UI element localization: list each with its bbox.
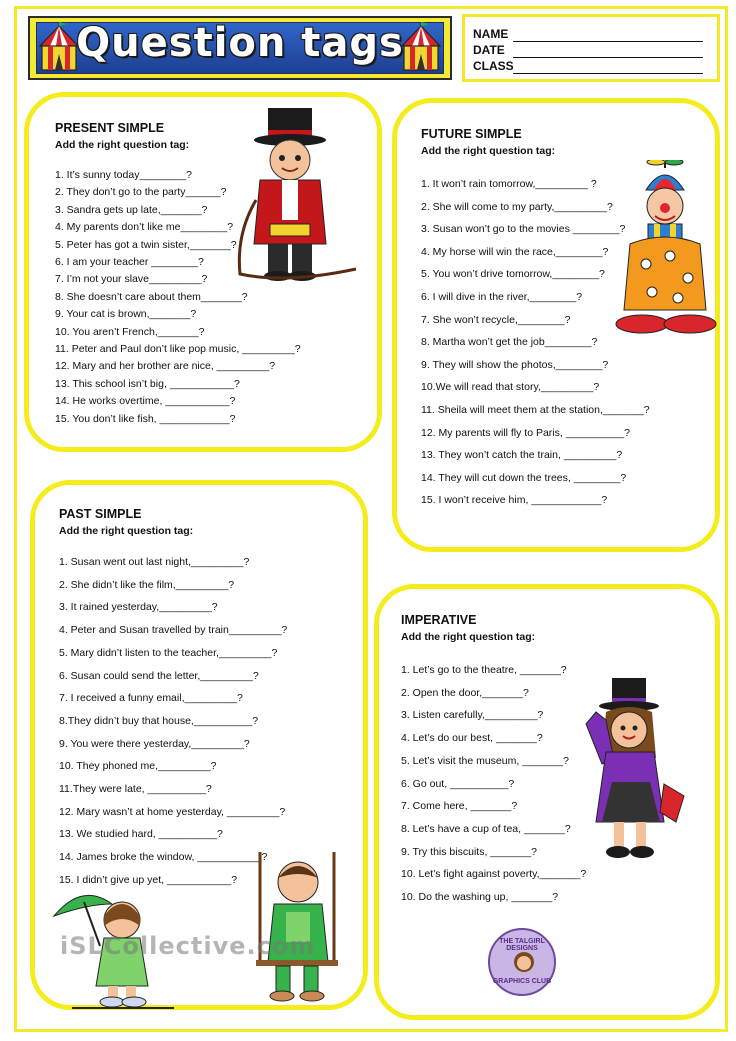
question-item[interactable]: 13. We studied hard, __________? [59, 828, 223, 841]
question-item[interactable]: 2. She didn’t like the film,_________? [59, 578, 235, 591]
name-field[interactable] [513, 41, 703, 42]
section-instruction: Add the right question tag: [401, 631, 536, 643]
question-item[interactable]: 7. Come here, _______? [401, 800, 518, 813]
graphics-club-logo: THE TALGIRL DESIGNS GRAPHICS CLUB [488, 928, 556, 996]
question-item[interactable]: 6. Susan could send the letter,_________? [59, 669, 259, 682]
question-item[interactable]: 15. You don’t like fish, ____________? [55, 412, 236, 425]
clown-illustration [608, 160, 722, 338]
title-banner [28, 16, 452, 80]
ringmaster-illustration [226, 104, 366, 284]
question-item[interactable]: 15. I didn’t give up yet, ___________? [59, 873, 238, 886]
question-item[interactable]: 9. They will show the photos,________? [421, 358, 609, 371]
question-item[interactable]: 2. They don’t go to the party______? [55, 186, 227, 199]
question-item[interactable]: 2. She will come to my party,_________? [421, 200, 613, 213]
question-item[interactable]: 3. Susan won’t go to the movies ________? [421, 223, 626, 236]
question-item[interactable]: 3. Sandra gets up late,_______? [55, 203, 208, 216]
watermark: iSLCollective.com [60, 932, 316, 960]
question-item[interactable]: 9. Try this biscuits, _______? [401, 845, 537, 858]
class-field[interactable] [513, 73, 703, 74]
question-item[interactable]: 7. I received a funny email,_________? [59, 692, 243, 705]
question-item[interactable]: 4. Let’s do our best, _______? [401, 732, 543, 745]
question-item[interactable]: 11. Peter and Paul don’t like pop music, _________? [55, 343, 301, 356]
question-item[interactable]: 3. Listen carefully,_________? [401, 709, 544, 722]
section-instruction: Add the right question tag: [55, 139, 190, 151]
question-item[interactable]: 6. I will dive in the river,________? [421, 290, 583, 303]
section-title: PRESENT SIMPLE [55, 121, 165, 135]
question-item[interactable]: 5. Let’s visit the museum, _______? [401, 754, 569, 767]
question-item[interactable]: 12. Mary and her brother are nice, _________? [55, 360, 276, 373]
section-title: PAST SIMPLE [59, 507, 142, 521]
question-item[interactable]: 6. Go out, __________? [401, 777, 515, 790]
question-item[interactable]: 10. You aren’t French,_______? [55, 325, 205, 338]
question-item[interactable]: 4. My parents don’t like me________? [55, 221, 234, 234]
question-item[interactable]: 4. My horse will win the race,________? [421, 245, 609, 258]
page-title: Question tags [76, 20, 404, 66]
question-item[interactable]: 1. Let’s go to the theatre, _______? [401, 664, 567, 676]
question-item[interactable]: 12. Mary wasn’t at home yesterday, _________? [59, 805, 286, 818]
question-item[interactable]: 13. This school isn’t big, ___________? [55, 377, 240, 390]
boy-on-swing-illustration [246, 852, 350, 1004]
name-label: NAME [473, 27, 509, 41]
question-item[interactable]: 5. You won’t drive tomorrow,________? [421, 268, 605, 281]
circus-tent-icon [398, 22, 444, 74]
question-item[interactable]: 15. I won’t receive him, ____________? [421, 494, 608, 507]
magician-girl-illustration [584, 672, 706, 868]
question-item[interactable]: 10. They phoned me,_________? [59, 760, 217, 773]
question-item[interactable]: 7. She won’t recycle,________? [421, 313, 571, 326]
question-item[interactable]: 10.We will read that story,_________? [421, 381, 600, 394]
question-item[interactable]: 2. Open the door,_______? [401, 686, 529, 699]
class-label: CLASS [473, 59, 514, 73]
question-item[interactable]: 1. Susan went out last night,_________? [59, 556, 250, 568]
question-item[interactable]: 10. Let’s fight against poverty,_______? [401, 868, 587, 881]
girl-face-icon [512, 950, 536, 974]
question-item[interactable]: 5. Mary didn’t listen to the teacher,_________? [59, 646, 278, 659]
question-item[interactable]: 9. You were there yesterday,_________? [59, 737, 250, 750]
date-label: DATE [473, 43, 505, 57]
student-info-box [462, 14, 720, 82]
question-item[interactable]: 5. Peter has got a twin sister,_______? [55, 238, 237, 251]
question-item[interactable]: 13. They won’t catch the train, _________? [421, 449, 623, 462]
question-item[interactable]: 12. My parents will fly to Paris, __________? [421, 426, 630, 439]
question-item[interactable]: 14. They will cut down the trees, ________? [421, 471, 627, 484]
imperative-question-list [401, 659, 586, 909]
section-title: FUTURE SIMPLE [421, 127, 522, 141]
section-instruction: Add the right question tag: [421, 145, 556, 157]
section-title: IMPERATIVE [401, 613, 477, 627]
question-item[interactable]: 8. Martha won’t get the job________? [421, 336, 598, 349]
question-item[interactable]: 9. Your cat is brown,_______? [55, 308, 197, 321]
question-item[interactable]: 8. She doesn’t care about them_______? [55, 290, 248, 303]
past-simple-question-list [59, 551, 287, 892]
question-item[interactable]: 1. It won’t rain tomorrow,_________ ? [421, 178, 597, 190]
question-item[interactable]: 11.They were late, __________? [59, 783, 212, 796]
question-item[interactable]: 3. It rained yesterday,_________? [59, 601, 218, 614]
question-item[interactable]: 6. I am your teacher ________? [55, 256, 204, 269]
question-item[interactable]: 4. Peter and Susan travelled by train_________? [59, 624, 288, 637]
question-item[interactable]: 1. It’s sunny today________? [55, 169, 192, 181]
question-item[interactable]: 7. I’m not your slave_________? [55, 273, 208, 286]
date-field[interactable] [513, 57, 703, 58]
question-item[interactable]: 14. He works overtime, ___________? [55, 395, 236, 408]
section-instruction: Add the right question tag: [59, 525, 194, 537]
question-item[interactable]: 8.They didn’t buy that house,__________? [59, 714, 259, 727]
question-item[interactable]: 11. Sheila will meet them at the station,_______? [421, 403, 650, 416]
question-item[interactable]: 14. James broke the window, ___________? [59, 851, 268, 864]
question-item[interactable]: 10. Do the washing up, _______? [401, 891, 559, 904]
question-item[interactable]: 8. Let’s have a cup of tea, _______? [401, 822, 571, 835]
